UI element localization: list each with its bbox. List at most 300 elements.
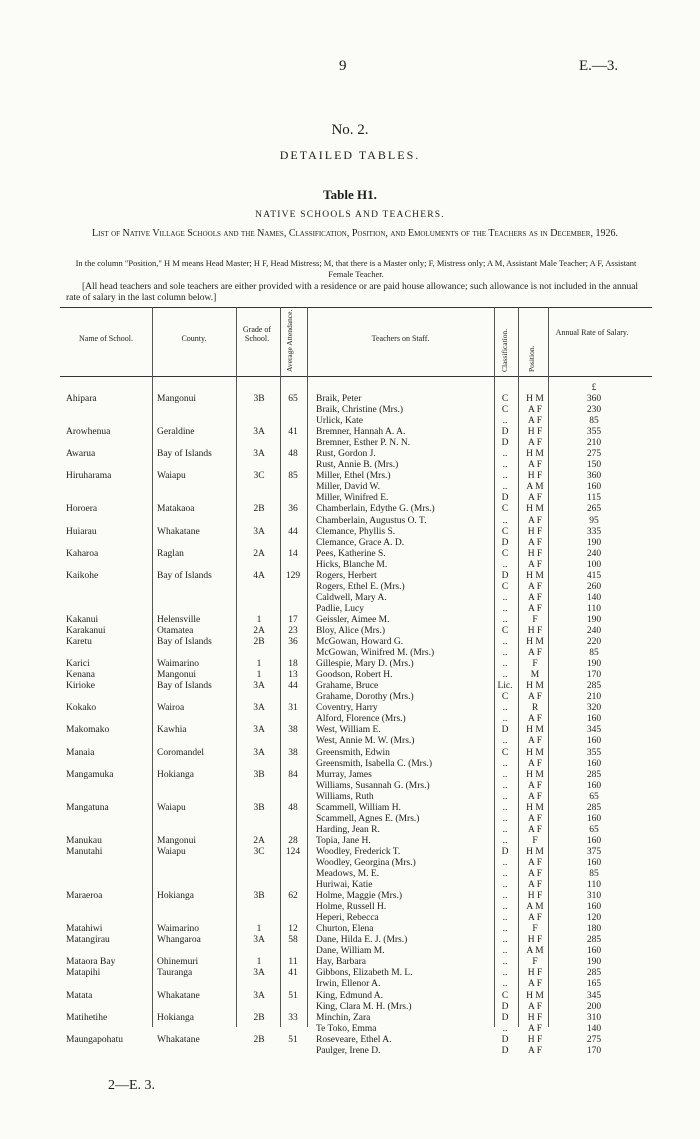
cell-teacher: Caldwell, Mary A. bbox=[316, 592, 387, 603]
cell-teacher: Holme, Russell H. bbox=[316, 902, 387, 913]
cell-school: Ahipara bbox=[66, 394, 97, 404]
cell-position: H F bbox=[527, 471, 543, 482]
table-row bbox=[0, 869, 700, 880]
cell-salary: 275 bbox=[586, 449, 602, 460]
cell-salary: 285 bbox=[586, 769, 602, 780]
cell-teacher: Topia, Jane H. bbox=[316, 835, 371, 846]
cell-county: Whakatane bbox=[157, 526, 200, 537]
cell-attendance: 51 bbox=[288, 1034, 298, 1045]
table-row bbox=[0, 604, 700, 615]
cell-grade: 3A bbox=[253, 526, 265, 537]
cell-class: .. bbox=[502, 648, 508, 659]
cell-class: D bbox=[501, 493, 509, 504]
cell-teacher: Gillespie, Mary D. (Mrs.) bbox=[316, 659, 414, 670]
cell-teacher: Padlie, Lucy bbox=[316, 603, 365, 614]
cell-attendance: 44 bbox=[288, 526, 298, 537]
cell-school: Karetu bbox=[66, 637, 92, 648]
cell-salary: 260 bbox=[586, 581, 602, 592]
cell-grade: 3B bbox=[253, 802, 265, 813]
cell-class: .. bbox=[502, 902, 508, 913]
cell-grade: 3B bbox=[253, 891, 265, 902]
cell-salary: 140 bbox=[586, 592, 602, 603]
cell-salary: 275 bbox=[586, 1034, 602, 1045]
cell-teacher: Goodson, Robert H. bbox=[316, 670, 393, 681]
cell-salary: 65 bbox=[589, 791, 599, 802]
table-row bbox=[0, 416, 700, 427]
cell-salary: 240 bbox=[586, 625, 602, 636]
cell-county: Wairoa bbox=[157, 703, 185, 714]
cell-position: A F bbox=[528, 460, 542, 471]
cell-position: A F bbox=[528, 592, 542, 603]
cell-class: C bbox=[501, 747, 509, 758]
cell-teacher: Pees, Katherine S. bbox=[316, 548, 386, 559]
cell-attendance: 14 bbox=[288, 548, 298, 559]
cell-class: .. bbox=[502, 637, 508, 648]
cell-grade: 2A bbox=[253, 548, 265, 559]
cell-county: Waimarino bbox=[157, 924, 199, 935]
table-row bbox=[0, 493, 700, 504]
cell-class: .. bbox=[502, 957, 508, 968]
cell-salary: 210 bbox=[586, 438, 602, 449]
cell-position: A F bbox=[528, 405, 542, 416]
table-row bbox=[0, 471, 700, 482]
table-body bbox=[0, 394, 700, 1057]
cell-class: C bbox=[501, 990, 509, 1001]
position-note: In the column "Position," H M means Head Master; H F, Head Mistress; M, that there is a Master only; F, Mistress only; A M, Assistant Male Teacher; A F, Assistant Female Teacher. bbox=[75, 258, 637, 279]
cell-salary: 345 bbox=[586, 990, 602, 1001]
header-teachers: Teachers on Staff. bbox=[371, 334, 430, 343]
cell-position: H M bbox=[526, 747, 544, 758]
cell-class: D bbox=[501, 1001, 509, 1012]
cell-class: C bbox=[501, 548, 509, 559]
cell-grade: 3C bbox=[253, 471, 265, 482]
cell-class: .. bbox=[502, 758, 508, 769]
cell-position: A F bbox=[528, 869, 542, 880]
cell-class: D bbox=[501, 846, 509, 857]
cell-school: Kakanui bbox=[66, 614, 99, 625]
table-subtitle: NATIVE SCHOOLS AND TEACHERS. bbox=[255, 210, 445, 220]
cell-position: H F bbox=[527, 891, 543, 902]
table-title: List of Native Village Schools and the Names, Classification, Position, and Emoluments of the Teachers as in December, 1926. bbox=[92, 228, 618, 239]
cell-class: .. bbox=[502, 471, 508, 482]
table-row bbox=[0, 626, 700, 637]
cell-attendance: 12 bbox=[288, 924, 298, 935]
cell-grade: 2B bbox=[253, 1012, 265, 1023]
cell-position: A F bbox=[528, 857, 542, 868]
cell-position: F bbox=[532, 659, 538, 670]
cell-position: F bbox=[532, 614, 538, 625]
cell-teacher: West, Annie M. W. (Mrs.) bbox=[316, 736, 415, 747]
cell-class: .. bbox=[502, 559, 508, 570]
cell-school: Maraeroa bbox=[66, 891, 103, 902]
cell-grade: 3A bbox=[253, 747, 265, 758]
table-row bbox=[0, 593, 700, 604]
table-row bbox=[0, 858, 700, 869]
cell-class: .. bbox=[502, 791, 508, 802]
cell-class: .. bbox=[502, 913, 508, 924]
cell-class: .. bbox=[502, 802, 508, 813]
table-row bbox=[0, 1035, 700, 1046]
cell-salary: 170 bbox=[586, 1045, 602, 1056]
table-row bbox=[0, 913, 700, 924]
cell-position: A F bbox=[528, 714, 542, 725]
table-row bbox=[0, 979, 700, 990]
cell-salary: 285 bbox=[586, 968, 602, 979]
cell-salary: 160 bbox=[586, 482, 602, 493]
cell-position: A F bbox=[528, 559, 542, 570]
cell-salary: 120 bbox=[586, 913, 602, 924]
cell-grade: 1 bbox=[256, 957, 262, 968]
cell-salary: 375 bbox=[586, 846, 602, 857]
cell-salary: 360 bbox=[586, 471, 602, 482]
cell-salary: 265 bbox=[586, 504, 602, 515]
cell-teacher: Geissler, Aimee M. bbox=[316, 614, 390, 625]
cell-salary: 310 bbox=[586, 1012, 602, 1023]
cell-position: A M bbox=[526, 902, 544, 913]
cell-grade: 3C bbox=[253, 846, 265, 857]
cell-class: D bbox=[501, 537, 509, 548]
cell-position: A F bbox=[528, 758, 542, 769]
header-salary: Annual Rate of Salary. bbox=[555, 328, 629, 337]
table-row bbox=[0, 991, 700, 1002]
cell-school: Kirioke bbox=[66, 681, 96, 692]
cell-school: Manutahi bbox=[66, 846, 103, 857]
cell-county: Bay of Islands bbox=[157, 637, 212, 648]
cell-position: A F bbox=[528, 537, 542, 548]
cell-county: Kawhia bbox=[157, 725, 187, 736]
cell-teacher: Bremner, Esther P. N. N. bbox=[316, 438, 411, 449]
cell-attendance: 85 bbox=[288, 471, 298, 482]
cell-salary: 160 bbox=[586, 902, 602, 913]
header-attendance: Average Attendance. bbox=[285, 309, 294, 372]
cell-salary: 190 bbox=[586, 659, 602, 670]
cell-county: Raglan bbox=[157, 548, 184, 559]
cell-teacher: Dane, Hilda E. J. (Mrs.) bbox=[316, 935, 408, 946]
cell-salary: 415 bbox=[586, 570, 602, 581]
cell-school: Mangamuka bbox=[66, 769, 114, 780]
cell-teacher: Woodley, Frederick T. bbox=[316, 846, 401, 857]
cell-class: D bbox=[501, 1034, 509, 1045]
cell-teacher: Bremner, Hannah A. A. bbox=[316, 427, 406, 438]
allowance-note: [All head teachers and sole teachers are either provided with a residence or are paid house allowance; such allowance is not included in the annual rate of salary in the last column below.] bbox=[66, 282, 639, 303]
cell-class: .. bbox=[502, 824, 508, 835]
cell-school: Maungapohatu bbox=[66, 1034, 123, 1045]
cell-grade: 3A bbox=[253, 427, 265, 438]
cell-class: .. bbox=[502, 714, 508, 725]
cell-attendance: 41 bbox=[288, 968, 298, 979]
cell-position: F bbox=[532, 957, 538, 968]
cell-class: C bbox=[501, 504, 509, 515]
cell-class: C bbox=[501, 405, 509, 416]
cell-position: A F bbox=[528, 1023, 542, 1034]
cell-attendance: 44 bbox=[288, 681, 298, 692]
cell-class: .. bbox=[502, 769, 508, 780]
cell-teacher: King, Edmund A. bbox=[316, 990, 384, 1001]
cell-class: .. bbox=[502, 416, 508, 427]
cell-position: A F bbox=[528, 780, 542, 791]
cell-class: .. bbox=[502, 670, 508, 681]
cell-class: .. bbox=[502, 780, 508, 791]
cell-attendance: 23 bbox=[288, 625, 298, 636]
cell-attendance: 33 bbox=[288, 1012, 298, 1023]
cell-teacher: Harding, Jean R. bbox=[316, 824, 380, 835]
cell-teacher: Greensmith, Edwin bbox=[316, 747, 390, 758]
cell-class: D bbox=[501, 725, 509, 736]
cell-county: Geraldine bbox=[157, 427, 195, 438]
cell-school: Kaikohe bbox=[66, 570, 99, 581]
cell-salary: 65 bbox=[589, 824, 599, 835]
cell-position: H M bbox=[526, 394, 544, 404]
cell-teacher: Chamberlain, Augustus O. T. bbox=[316, 515, 427, 526]
cell-teacher: Williams, Susannah G. (Mrs.) bbox=[316, 780, 430, 791]
cell-grade: 4A bbox=[253, 570, 265, 581]
cell-school: Kokako bbox=[66, 703, 97, 714]
cell-salary: 335 bbox=[586, 526, 602, 537]
cell-county: Waiapu bbox=[157, 846, 186, 857]
cell-salary: 160 bbox=[586, 714, 602, 725]
cell-salary: 165 bbox=[586, 979, 602, 990]
header-school: Name of School. bbox=[79, 334, 133, 343]
cell-salary: 285 bbox=[586, 802, 602, 813]
table-row bbox=[0, 670, 700, 681]
cell-class: .. bbox=[502, 979, 508, 990]
cell-class: .. bbox=[502, 703, 508, 714]
cell-salary: 180 bbox=[586, 924, 602, 935]
cell-position: A F bbox=[528, 416, 542, 427]
cell-grade: 3A bbox=[253, 449, 265, 460]
cell-salary: 285 bbox=[586, 935, 602, 946]
cell-school: Awarua bbox=[66, 449, 96, 460]
cell-class: C bbox=[501, 394, 509, 404]
cell-teacher: Minchin, Zara bbox=[316, 1012, 371, 1023]
cell-teacher: Rust, Gordon J. bbox=[316, 449, 376, 460]
cell-school: Horoera bbox=[66, 504, 98, 515]
table-row bbox=[0, 482, 700, 493]
cell-county: Hokianga bbox=[157, 1012, 194, 1023]
cell-teacher: Roseveare, Ethel A. bbox=[316, 1034, 392, 1045]
cell-class: .. bbox=[502, 946, 508, 957]
cell-salary: 160 bbox=[586, 813, 602, 824]
table-row bbox=[0, 714, 700, 725]
cell-class: .. bbox=[502, 482, 508, 493]
cell-salary: 95 bbox=[589, 515, 599, 526]
cell-teacher: Bloy, Alice (Mrs.) bbox=[316, 625, 386, 636]
cell-salary: 345 bbox=[586, 725, 602, 736]
cell-class: .. bbox=[502, 891, 508, 902]
table-row bbox=[0, 460, 700, 471]
section-number: No. 2. bbox=[331, 122, 369, 138]
cell-position: A F bbox=[528, 979, 542, 990]
cell-grade: 2A bbox=[253, 625, 265, 636]
cell-county: Waiapu bbox=[157, 802, 186, 813]
cell-grade: 1 bbox=[256, 924, 262, 935]
cell-grade: 3A bbox=[253, 681, 265, 692]
cell-salary: 160 bbox=[586, 857, 602, 868]
table-row bbox=[0, 504, 700, 515]
cell-teacher: Greensmith, Isabella C. (Mrs.) bbox=[316, 758, 433, 769]
section-title: DETAILED TABLES. bbox=[279, 148, 421, 162]
cell-class: .. bbox=[502, 869, 508, 880]
cell-school: Mangatuna bbox=[66, 802, 109, 813]
cell-teacher: McGowan, Howard G. bbox=[316, 637, 404, 648]
table-row bbox=[0, 615, 700, 626]
table-row bbox=[0, 582, 700, 593]
cell-teacher: Chamberlain, Edythe G. (Mrs.) bbox=[316, 504, 435, 515]
cell-salary: 160 bbox=[586, 736, 602, 747]
cell-grade: 1 bbox=[256, 614, 262, 625]
cell-class: .. bbox=[502, 880, 508, 891]
cell-attendance: 36 bbox=[288, 637, 298, 648]
header-bottom-rule bbox=[60, 376, 652, 377]
cell-position: H F bbox=[527, 548, 543, 559]
cell-class: .. bbox=[502, 614, 508, 625]
cell-position: A F bbox=[528, 493, 542, 504]
cell-school: Matahiwi bbox=[66, 924, 103, 935]
cell-attendance: 13 bbox=[288, 670, 298, 681]
cell-position: H M bbox=[526, 802, 544, 813]
cell-salary: 360 bbox=[586, 394, 602, 404]
cell-position: A F bbox=[528, 736, 542, 747]
table-row bbox=[0, 847, 700, 858]
cell-class: .. bbox=[502, 736, 508, 747]
cell-county: Matakaoa bbox=[157, 504, 195, 515]
cell-salary: 320 bbox=[586, 703, 602, 714]
table-row bbox=[0, 681, 700, 692]
cell-teacher: Rust, Annie B. (Mrs.) bbox=[316, 460, 399, 471]
table-row bbox=[0, 571, 700, 582]
table-row bbox=[0, 427, 700, 438]
cell-county: Whakatane bbox=[157, 990, 200, 1001]
cell-grade: 3B bbox=[253, 394, 265, 404]
cell-teacher: Rogers, Ethel E. (Mrs.) bbox=[316, 581, 405, 592]
cell-school: Matapihi bbox=[66, 968, 101, 979]
cell-county: Otamatea bbox=[157, 625, 194, 636]
cell-school: Hiruharama bbox=[66, 471, 112, 482]
cell-school: Makomako bbox=[66, 725, 110, 736]
cell-salary: 210 bbox=[586, 692, 602, 703]
cell-grade: 3A bbox=[253, 725, 265, 736]
cell-position: H M bbox=[526, 504, 544, 515]
cell-teacher: Woodley, Georgina (Mrs.) bbox=[316, 857, 416, 868]
table-row bbox=[0, 814, 700, 825]
cell-attendance: 41 bbox=[288, 427, 298, 438]
cell-teacher: Williams, Ruth bbox=[316, 791, 374, 802]
cell-position: H F bbox=[527, 1034, 543, 1045]
table-row bbox=[0, 449, 700, 460]
cell-attendance: 38 bbox=[288, 725, 298, 736]
header-county: County. bbox=[181, 334, 207, 343]
table-row bbox=[0, 438, 700, 449]
cell-salary: 100 bbox=[586, 559, 602, 570]
cell-salary: 85 bbox=[589, 416, 599, 427]
cell-county: Whakatane bbox=[157, 1034, 200, 1045]
cell-salary: 160 bbox=[586, 835, 602, 846]
cell-county: Bay of Islands bbox=[157, 570, 212, 581]
cell-salary: 110 bbox=[587, 880, 601, 891]
table-row bbox=[0, 736, 700, 747]
cell-class: C bbox=[501, 625, 509, 636]
cell-attendance: 48 bbox=[288, 802, 298, 813]
cell-teacher: Clemance, Grace A. D. bbox=[316, 537, 405, 548]
table-row bbox=[0, 394, 700, 405]
cell-salary: 110 bbox=[587, 603, 601, 614]
cell-attendance: 58 bbox=[288, 935, 298, 946]
table-row bbox=[0, 560, 700, 571]
table-row bbox=[0, 748, 700, 759]
cell-teacher: Huriwai, Katie bbox=[316, 880, 373, 891]
currency-symbol: £ bbox=[591, 382, 597, 392]
cell-salary: 285 bbox=[586, 681, 602, 692]
table-row bbox=[0, 792, 700, 803]
cell-position: A F bbox=[528, 692, 542, 703]
cell-teacher: Miller, Ethel (Mrs.) bbox=[316, 471, 391, 482]
cell-position: A F bbox=[528, 791, 542, 802]
cell-school: Karakanui bbox=[66, 625, 106, 636]
cell-position: A M bbox=[526, 482, 544, 493]
cell-position: H M bbox=[526, 637, 544, 648]
cell-teacher: Heperi, Rebecca bbox=[316, 913, 379, 924]
cell-school: Mataora Bay bbox=[66, 957, 116, 968]
table-row bbox=[0, 637, 700, 648]
cell-salary: 160 bbox=[586, 758, 602, 769]
cell-salary: 160 bbox=[586, 946, 602, 957]
cell-position: H M bbox=[526, 570, 544, 581]
cell-county: Helensville bbox=[157, 614, 201, 625]
cell-school: Arowhenua bbox=[66, 427, 111, 438]
cell-teacher: Scammell, Agnes E. (Mrs.) bbox=[316, 813, 420, 824]
table-row bbox=[0, 516, 700, 527]
cell-position: H F bbox=[527, 968, 543, 979]
page-number: 9 bbox=[339, 58, 347, 74]
cell-salary: 230 bbox=[586, 405, 602, 416]
cell-grade: 3B bbox=[253, 769, 265, 780]
cell-salary: 200 bbox=[586, 1001, 602, 1012]
cell-class: .. bbox=[502, 968, 508, 979]
table-row bbox=[0, 924, 700, 935]
cell-position: A F bbox=[528, 813, 542, 824]
cell-position: H M bbox=[526, 681, 544, 692]
cell-teacher: Clemance, Phyllis S. bbox=[316, 526, 396, 537]
cell-salary: 85 bbox=[589, 648, 599, 659]
cell-school: Manukau bbox=[66, 835, 102, 846]
cell-position: F bbox=[532, 835, 538, 846]
table-row bbox=[0, 725, 700, 736]
cell-county: Ohinemuri bbox=[157, 957, 199, 968]
cell-teacher: McGowan, Winifred M. (Mrs.) bbox=[316, 648, 435, 659]
cell-position: A F bbox=[528, 603, 542, 614]
cell-class: .. bbox=[502, 603, 508, 614]
cell-county: Mangonui bbox=[157, 394, 197, 404]
cell-grade: 3A bbox=[253, 968, 265, 979]
cell-position: H M bbox=[526, 769, 544, 780]
cell-attendance: 124 bbox=[285, 846, 301, 857]
cell-teacher: Te Toko, Emma bbox=[316, 1023, 377, 1034]
cell-county: Whangaroa bbox=[157, 935, 201, 946]
cell-teacher: West, William E. bbox=[316, 725, 381, 736]
cell-teacher: Coventry, Harry bbox=[316, 703, 378, 714]
cell-salary: 355 bbox=[586, 427, 602, 438]
table-row bbox=[0, 946, 700, 957]
table-row bbox=[0, 538, 700, 549]
cell-class: D bbox=[501, 438, 509, 449]
cell-grade: 2B bbox=[253, 1034, 265, 1045]
cell-position: H F bbox=[527, 625, 543, 636]
cell-class: .. bbox=[502, 813, 508, 824]
cell-teacher: Grahame, Bruce bbox=[316, 681, 379, 692]
cell-grade: 2B bbox=[253, 504, 265, 515]
cell-teacher: Hicks, Blanche M. bbox=[316, 559, 388, 570]
footer-signature: 2—E. 3. bbox=[108, 1078, 156, 1093]
